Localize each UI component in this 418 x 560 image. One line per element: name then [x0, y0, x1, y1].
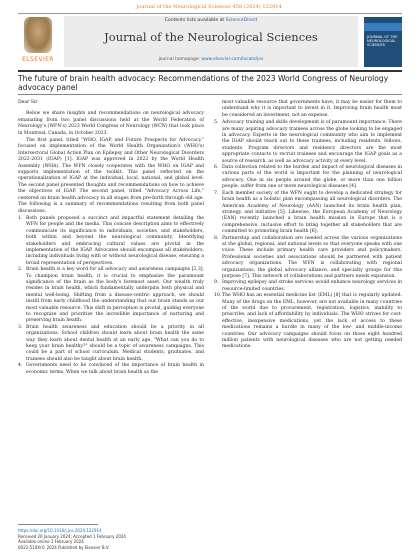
title-divider: [18, 94, 402, 95]
elsevier-tree-icon: [24, 17, 52, 53]
recommendation-list: [214, 120, 402, 351]
list-item: [18, 363, 204, 376]
journal-title: Journal of the Neurological Sciences: [104, 30, 318, 44]
elsevier-logo[interactable]: [18, 17, 58, 67]
item-number: 7.: [214, 190, 219, 196]
list-item: [18, 325, 204, 363]
publisher-name: ELSEVIER: [22, 56, 54, 63]
item-text: Both panels proposed a succinct and impactful statement detailing the WFN for people and the media. This concise description aims to effectively communicate its significance to individuals, societies, and stakeholders, both within and beyond the neurological community. Identifying stakeholders and embracing cultural values are pivotal in the implementation of the IGAP. Advocates should encompass all stakeholders, including individuals living with or without neurological disease, ensuring a broad representation of perspectives.: [26, 215, 204, 266]
article-footer: [18, 524, 204, 550]
cover-label: JOURNAL OF THE NEUROLOGICAL SCIENCES: [367, 35, 398, 48]
item-text: Each member society of the WFN ought to develop a dedicated strategy for brain health as a holistic plan encompassing all neurological disorders. The American Academy of Neurology (AAN) launched its brain health plan, strategy, and initiative [5]. Likewise, the European Academy of Neurology (EAN) recently launched a brain health mission in Europe that is a comprehensive, inclusive effort to bring together all stakeholders that are committed to promoting brain health [6].: [222, 190, 402, 235]
journal-cover-thumbnail[interactable]: [364, 17, 402, 67]
contents-line: [64, 18, 358, 23]
homepage-line: [64, 57, 358, 62]
body-paragraph: The first panel, titled "WHO, IGAP, and Future Prospects for Advocacy," focused on implementation of the World Health Organization's (WHO's) Intersectoral Global Action Plan on Epilepsy and Other Neurological Disorders 2022-2031 (IGAP) [1]. IGAP was approved in 2022 by the World Health Assembly (WHA). The WFN closely cooperates with the WHO on IGAP and supports implementation of the toolkit. This panel reflected on the operationalization of IGAP at the individual, local, national, and global level. The second panel presented thoughts and recommendations on how to achieve the objectives of IGAP. The second panel, titled "Advocacy Across Life," centered on brain health advocacy in all stages from pre-birth through old age. The following is a summary of recommendations resulting from both panel discussions.: [18, 138, 204, 214]
item-number: 8.: [214, 235, 219, 241]
item-number: 6.: [214, 165, 219, 171]
item-text: Advocacy training and skills development is of paramount importance. There are many aspiring advocacy trainees across the globe looking to be engaged in advocacy. Experts in the neurological community who aim to implement the IGAP should reach out to these trainees, including residents, fellows, students. Program directors and residency directors are the most appropriate contacts to recruit trainees and encourage the IGAP goals as a source of research, as well as advocacy activity at every level.: [222, 120, 402, 164]
list-item: [214, 293, 402, 351]
item-text: Brain health awareness and education should be a priority in all organizations. School children should learn about brain health the same way they learn about dental health at an early age. "What can you do to keep your brain healthy?" should be a topic of awareness campaigns. This could be a part of school curriculum. Medical students, graduates, and trainees should also be taught about brain health.: [26, 324, 204, 362]
running-head[interactable]: Journal of the Neurological Sciences 458 (2024) 122914: [136, 4, 282, 10]
journal-info-box: [64, 16, 358, 67]
available-online-date: Available online 1 February 2024: [18, 539, 84, 545]
right-column: [214, 100, 402, 351]
item-number: 3.: [18, 324, 23, 330]
item-number: 1.: [18, 215, 23, 221]
continuation-paragraph: most valuable resource that governments have, it may be easier for them to understand why it is important to invest in it. Improving brain health must be considered an investment, not an expense.: [222, 100, 402, 118]
homepage-prefix: journal homepage:: [158, 57, 200, 62]
sciencedirect-link[interactable]: ScienceDirect: [225, 18, 258, 23]
item-number: 2.: [18, 267, 23, 273]
list-item: [214, 120, 402, 165]
salutation: Dear Sir: [18, 100, 38, 105]
item-text: The WHO has an essential medicine list (EML) [8] that is regularly updated. Many of the drugs on the EML, however, are not available in many countries of the world due to procurement, registration, logistics, inability to prescribe, and lack of affordability by individuals. The WHO strives for cost-effective, inexpensive medications, yet the lack of access to these medications remains a hurdle in many of the low- and middle-income countries. Our advocacy campaigns should focus on those eight hundred million patients with neurological diseases who are not getting needed medications.: [222, 293, 402, 350]
recommendation-list: [18, 216, 204, 376]
item-text: Brain health is a key word for all advocacy and awareness campaigns [2,3]. To champion brain health, it is crucial to emphasize the paramount significance of the brain as the body's foremost asset. Our wealth truly resides in brain health, which fundamentally underpins both physical and mental well-being. Shifting from a disease-centric approach, we should instill from early childhood the understanding that our brain stands as our most valuable resource. This shift in perception is pivotal, guiding everyone to recognize and prioritize the incredible importance of nurturing and preserving brain health.: [26, 267, 204, 324]
body-paragraph: Below we share insights and recommendations on neurological advocacy emanating from two panel discussions held at the World Federation of Neurology's (WFN's) 2023 World Congress of Neurology (WCN) that took place in Montreal, Canada, in October 2023.: [18, 111, 204, 136]
list-item: [214, 165, 402, 191]
item-number: 9.: [214, 280, 219, 286]
article-title: The future of brain health advocacy: Recommendations of the 2023 World Congress of Neurology advocacy panel: [18, 74, 389, 92]
item-text: Data collection related to the burden and impact of neurological diseases in various parts of the world is important for the planning of neurological advocacy. One in six people around the globe, or more than one billion people, suffer from one or more neurological diseases [4].: [222, 165, 402, 190]
list-item: [214, 236, 402, 281]
list-item: [214, 280, 402, 293]
item-text: Governments need to be convinced of the importance of brain health in economic terms. When we talk about brain health as the: [26, 363, 204, 375]
item-text: Improving epilepsy and stroke services would enhance neurology services in resource-limited countries.: [222, 280, 402, 292]
item-text: Partnership and collaboration are needed across the various organizations at the global, regional, and national levels so that everyone speaks with one voice. These include primary health care providers and policymakers. Professional societies and associations should be partnered with patient advocacy organizations. The WFN is collaborating with regional organizations, the global advocacy alliance, and specialty groups for this purpose [7]. This network of collaborations and partners needs expansion.: [222, 235, 402, 279]
left-column: [18, 100, 204, 376]
item-number: 5.: [214, 120, 219, 126]
contents-prefix: Contents lists available at: [164, 18, 225, 23]
journal-masthead: [18, 13, 402, 72]
list-item: [18, 267, 204, 325]
journal-homepage-link[interactable]: www.elsevier.com/locate/jns: [201, 57, 264, 62]
copyright-line: 0022-510X/© 2024 Published by Elsevier B.V.: [18, 544, 110, 550]
item-number: 4.: [18, 363, 23, 369]
footer-divider: [18, 524, 98, 525]
received-dates: Received 20 January 2024; Accepted 1 February 2024: [18, 533, 126, 539]
item-number: 10.: [214, 293, 222, 299]
list-item: [18, 216, 204, 267]
list-item: [214, 191, 402, 236]
doi-link[interactable]: https://doi.org/10.1016/j.jns.2024.122914: [18, 528, 102, 533]
cover-band: [364, 23, 402, 31]
